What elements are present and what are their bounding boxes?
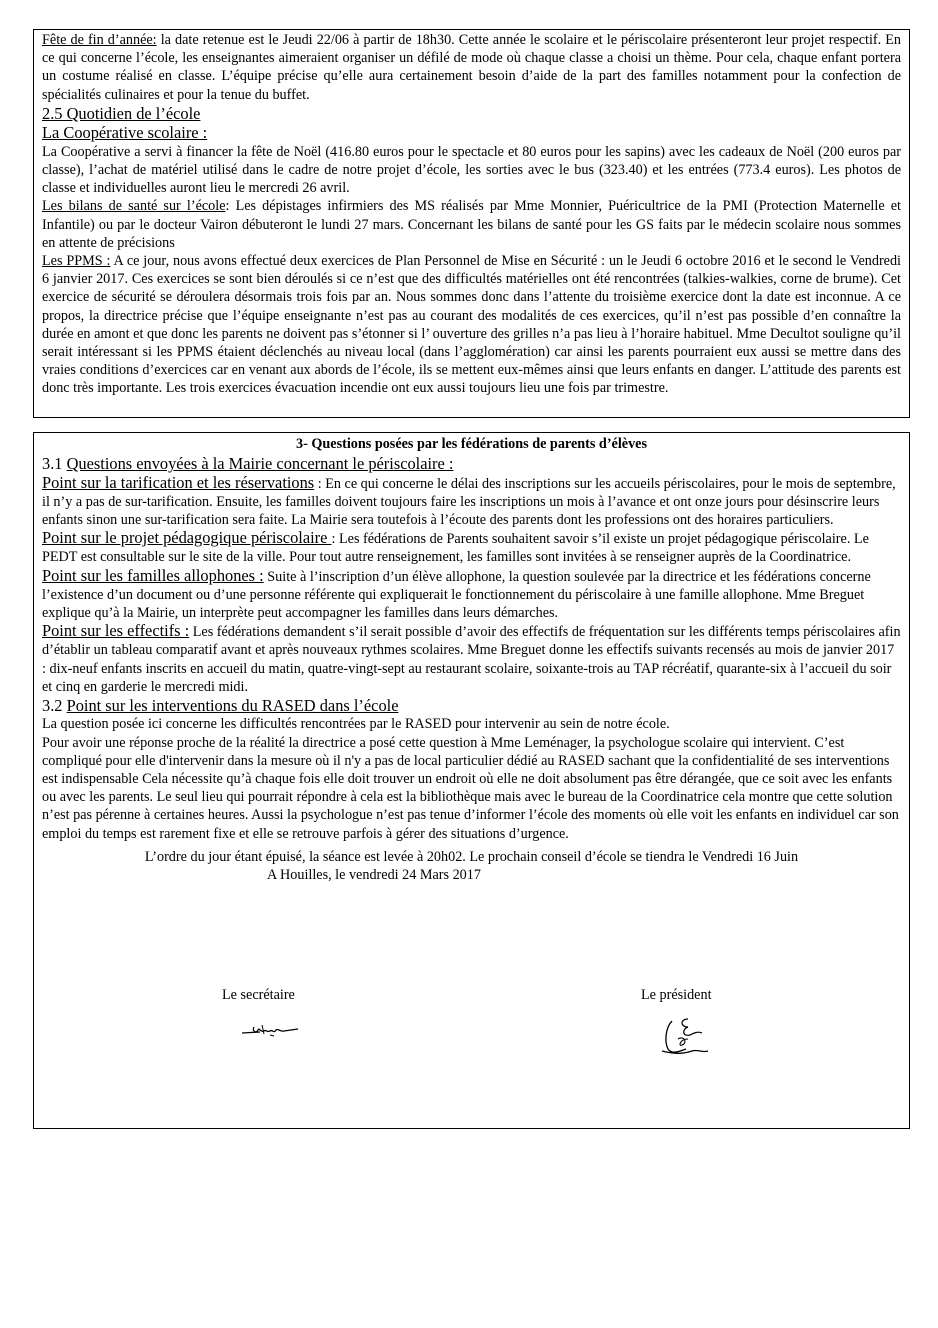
place-date: A Houilles, le vendredi 24 Mars 2017	[267, 867, 481, 884]
q31-heading	[42, 454, 901, 474]
projet-label: Point sur le projet pédagogique périscolaire	[42, 528, 332, 548]
tarif-paragraph	[42, 474, 901, 530]
ppms-paragraph	[42, 252, 901, 398]
quotidien-heading: 2.5 Quotidien de l’école	[42, 103, 201, 123]
allophones-text: Suite à l’inscription d’un élève allophone, la question soulevée par la directrice et les fédérations concerne l’existence d’un document ou d’une personne référente qui expliquerait le fonctionnement du périscolaire à une famille allophone. Mme Breguet explique qu’à la Mairie, un interprète peut accompagner les familles dans leurs démarches.	[42, 568, 871, 621]
allophones-label: Point sur les familles allophones :	[42, 565, 264, 585]
projet-text: : Les fédérations de Parents souhaitent savoir s’il existe un projet pédagogique périscolaire. Le PEDT est consultable sur le site de la ville. Pour tout autre renseignement, les familles sont invitées à se renseigner auprès de la Coordinatrice.	[42, 531, 869, 566]
secretary-label: Le secrétaire	[222, 987, 295, 1003]
q32-number: 3.2	[42, 695, 67, 715]
fete-label: Fête de fin d’année:	[42, 32, 157, 48]
ppms-label: Les PPMS :	[42, 253, 111, 270]
tarif-label: Point sur la tarification et les réservations	[42, 472, 315, 492]
allophones-paragraph	[42, 567, 901, 623]
projet-paragraph	[42, 529, 901, 566]
president-signature	[658, 1013, 714, 1063]
effectifs-paragraph	[42, 622, 901, 696]
fete-text: la date retenue est le Jeudi 22/06 à partir de 18h30. Cette année le scolaire et le périscolaire présenteront leur projet respectif. En ce qui concerne l’école, les enseignantes aimeraient organiser un défilé de mode où chaque classe a choisi un thème. Pour cela, chaque enfant portera un costume réalisé en classe. L’équipe précise qu’elle aura certainement besoin d’aide de la part des familles notamment pour la confection de spécialités culinaires et pour la tenue du buffet.	[42, 32, 901, 103]
president-label: Le président	[641, 987, 712, 1003]
q32-label: Point sur les interventions du RASED dans l’école	[66, 695, 399, 715]
rased-paragraph-1: La question posée ici concerne les difficultés rencontrées par le RASED pour intervenir au sein de notre école.	[42, 716, 670, 733]
sante-paragraph	[42, 197, 901, 252]
coop-paragraph: La Coopérative a servi à financer la fête de Noël (416.80 euros pour le spectacle et 80 euros pour les sapins) avec les cadeaux de Noël (200 euros par classe), l’achat de matériel utilisé dans le cadre de notre projet d’école, les sorties avec le bus (323.40) et les entrées (773.4 euros). Les photos de classe et individuelles auront lieu le mercredi 26 avril.	[42, 143, 901, 197]
q31-label: Questions envoyées à la Mairie concernant le périscolaire :	[66, 454, 454, 473]
effectifs-text: Les fédérations demandent s’il serait possible d’avoir des effectifs de fréquentation sur les différents temps périscolaires afin d’établir un tableau comparatif avant et après nouveaux rythmes scolaires. Mme Breguet donne les effectifs suivants recensés au mois de janvier 2017 : dix-neuf enfants inscrits en accueil du matin, quatre-vingt-sept au restaurant scolaire, soixante-trois au TAP récréatif, quarante-six à l’accueil du soir et cinq en garderie le mercredi midi.	[42, 624, 901, 695]
fete-paragraph	[42, 31, 901, 104]
tarif-text: : En ce qui concerne le délai des inscriptions sur les accueils périscolaires, pour le mois de septembre, il n’y a pas de sur-tarification. Ensuite, les familles doivent toujours faire les inscriptions un mois à l’avance et ont onze jours pour désinscrire leurs enfants sinon une sur-tarification sera faite. La Mairie sera toutefois à l’écoute des parents dont les professions ont des horaires particuliers.	[42, 475, 896, 528]
section-3-box	[33, 432, 910, 1129]
effectifs-label: Point sur les effectifs :	[42, 621, 190, 641]
q32-heading	[42, 696, 901, 716]
sante-label: Les bilans de santé sur l’école	[42, 198, 226, 215]
q31-number: 3.1	[42, 454, 67, 473]
section-2-box	[33, 29, 910, 418]
closing-statement: L’ordre du jour étant épuisé, la séance est levée à 20h02. Le prochain conseil d’école se tiendra le Vendredi 16 Juin	[144, 848, 799, 865]
coop-heading: La Coopérative scolaire :	[42, 123, 208, 143]
sante-text: : Les dépistages infirmiers des MS réalisés par Mme Monnier, Puéricultrice de la PMI (Protection Maternelle et Infantile) ou par le docteur Vairon débuteront le lundi 27 mars. Concernant les bilans de santé pour les GS faits par le médecin scolaire nous sommes en attente de précisions	[42, 198, 901, 251]
section-3-title: 3- Questions posées par les fédérations de parents d’élèves	[296, 436, 647, 452]
rased-paragraph-2: Pour avoir une réponse proche de la réalité la directrice a posé cette question à Mme Leménager, la psychologue scolaire qui intervient. C’est compliqué pour elle d'intervenir dans la mesure où il n'y a pas de local particulier dédié au RASED sachant que la confidentialité de ses interventions est indispensable Cela nécessite qu’à chaque fois elle doit trouver un endroit où elle ne doit absolument pas être dérangée, que ce soit avec les enfants ou avec les parents. Le seul lieu qui pourrait répondre à cela est la bibliothèque mais avec le bureau de la Coordinatrice cela montre que cette solution n’est pas pérenne à certaines heures. Aussi la psychologue n’est pas tenue d’informer l’école des moments où elle voit les enfants en individuel car son emploi du temps est rarement fixe et elle se retrouve parfois à gérer des situations d’urgence.	[42, 734, 899, 842]
secretary-signature	[240, 1019, 302, 1041]
ppms-text: A ce jour, nous avons effectué deux exercices de Plan Personnel de Mise en Sécurité : un le Jeudi 6 octobre 2016 et le second le Vendredi 6 janvier 2017. Ces exercices se sont bien déroulés si ce n’est que des difficultés matérielles ont été rencontrées (talkies-walkies, corne de brume). Cet exercice de sécurité se déroulera désormais trois fois par an. Nous sommes donc dans l’attente du troisième exercice dont la date est inconnue. A ce propos, la directrice précise que l’équipe enseignante n’est pas au courant des modalités de ces exercices, qu’il n’est pas possible d’en connaître la durée en amont et que donc les parents ne doivent pas s’étonner si l’ ouverture des grilles n’a pas lieu à l’horaire habituel. Mme Decultot souligne qu’il serait intéressant si les PPMS étaient déclenchés au niveau local (dans l’agglomération) car ainsi les parents pourraient eux aussi se mettre dans des vraies conditions d’exercices car en venant aux abords de l’école, ils se mettent eux-mêmes ainsi que leurs enfants en danger. L’attitude des parents est donc très importante. Les trois exercices évacuation incendie ont eux aussi toujours lieu une fois par trimestre.	[42, 253, 901, 397]
